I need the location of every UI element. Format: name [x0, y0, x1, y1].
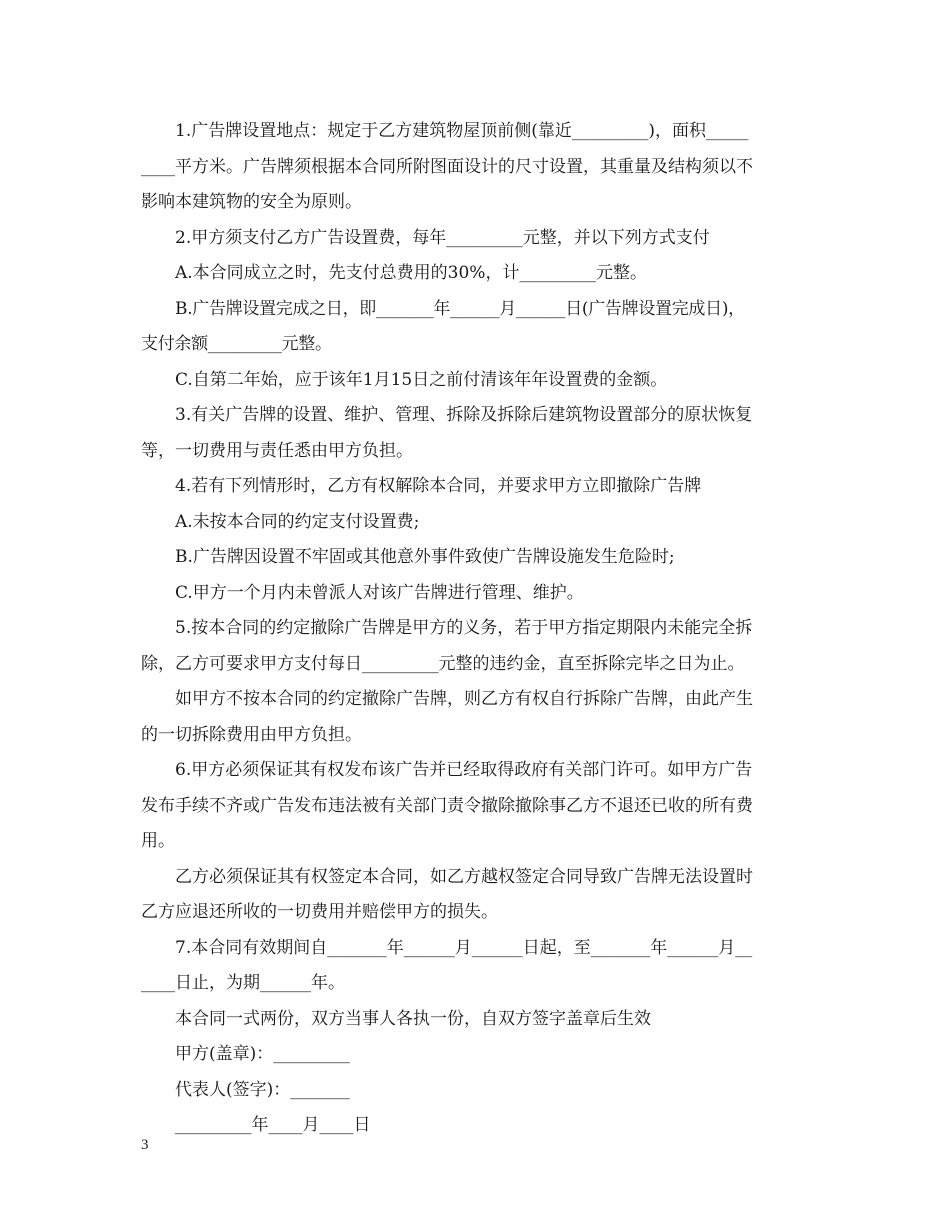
clause-2b-balance-payment: B.广告牌设置完成之日，即_______年______月______日(广告牌设置完成日)， 支付余额_________元整。 — [141, 298, 745, 354]
party-a-seal-line: 甲方(盖章)：_________ — [175, 1044, 350, 1064]
clause-6-permit: 6.甲方必须保证其有权发布该广告并已经取得政府有关部门许可。如甲方广告 发布手续不齐或广告发布违法被有关部门责令撤除撤除事乙方不退还已收的所有费 用。 — [141, 760, 753, 851]
clause-2c-annual-payment: C.自第二年始，应于该年1月15日之前付清该年年设置费的金额。 — [175, 369, 668, 390]
clause-4-termination: 4.若有下列情形时，乙方有权解除本合同，并要求甲方立即撤除广告牌 — [175, 476, 702, 496]
contract-body — [141, 114, 813, 1144]
representative-signature-line: 代表人(签字)：_______ — [175, 1079, 350, 1100]
copies-clause: 本合同一式两份，双方当事人各执一份，自双方签字盖章后生效 — [175, 1008, 651, 1029]
clause-5-removal: 5.按本合同的约定撤除广告牌是甲方的义务，若于甲方指定期限内未能完全拆 除，乙方可要求甲方支付每日_________元整的违约金，直至拆除完毕之日为止。 — [141, 618, 753, 674]
clause-1-location: 1.广告牌设置地点：规定于乙方建筑物屋顶前侧(靠近_________)，面积_____ ____平方米。广告牌须根据本合同所附图面设计的尺寸设置，其重量及结构须以不 影响本建筑物的安全为原则。 — [141, 121, 753, 212]
clause-4a: A.未按本合同的约定支付设置费; — [175, 511, 420, 532]
clause-2a-first-payment: A.本合同成立之时，先支付总费用的30%，计_________元整。 — [175, 263, 647, 283]
clause-7-term: 7.本合同有效期间自_______年______月______日起，至_______年______月__ ____日止，为期______年。 — [141, 937, 753, 993]
clause-2-fee: 2.甲方须支付乙方广告设置费，每年_________元整，并以下列方式支付 — [175, 227, 710, 248]
clause-4c: C.甲方一个月内未曾派人对该广告牌进行管理、维护。 — [175, 582, 584, 603]
clause-6-authority: 乙方必须保证其有权签定本合同，如乙方越权签定合同导致广告牌无法设置时 乙方应退还所收的一切费用并赔偿甲方的损失。 — [141, 866, 753, 922]
clause-5-self-removal: 如甲方不按本合同的约定撤除广告牌，则乙方有权自行拆除广告牌，由此产生 的一切拆除费用由甲方负担。 — [141, 689, 753, 745]
clause-3-maintenance: 3.有关广告牌的设置、维护、管理、拆除及拆除后建筑物设置部分的原状恢复 等，一切费用与责任悉由甲方负担。 — [141, 405, 753, 461]
page-number: 3 — [141, 1137, 149, 1153]
clause-4b: B.广告牌因设置不牢固或其他意外事件致使广告牌设施发生危险时; — [175, 547, 675, 567]
date-line: _________年____月____日 — [175, 1115, 371, 1135]
